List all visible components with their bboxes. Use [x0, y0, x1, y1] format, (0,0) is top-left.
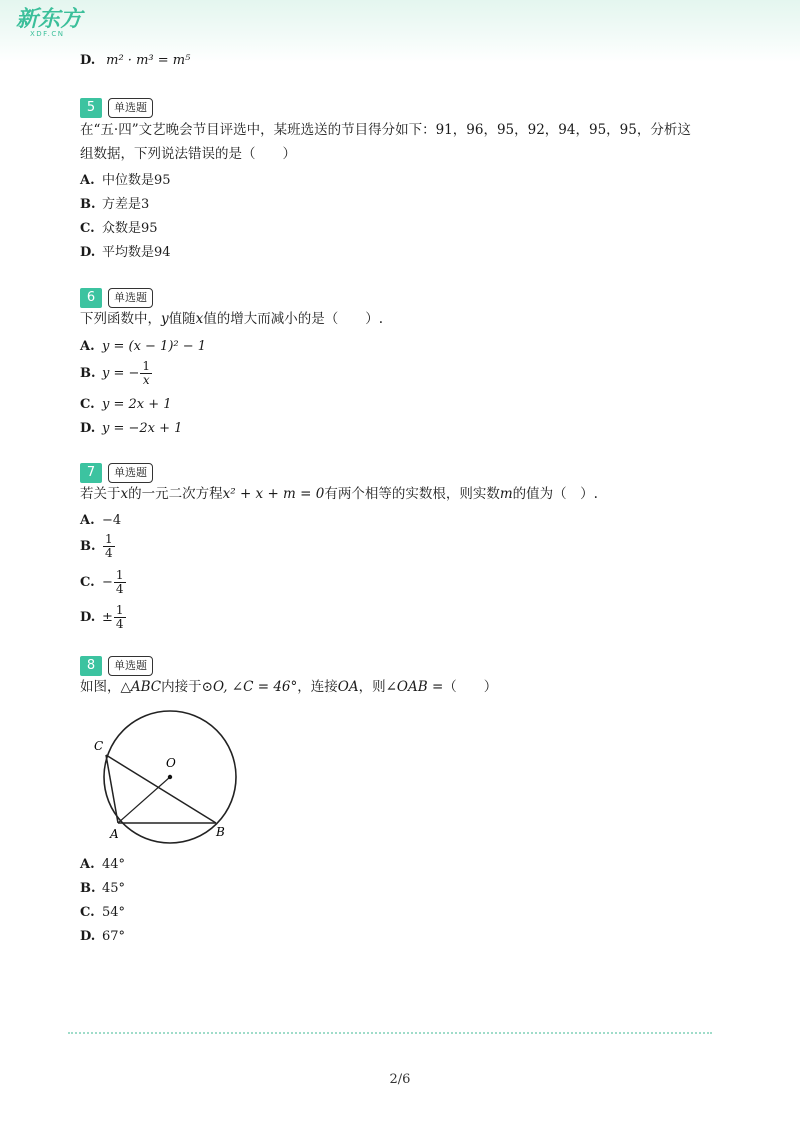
circle-figure	[88, 700, 248, 845]
stem-text: 的一元二次方程	[128, 486, 223, 502]
q6-option-b[interactable]	[80, 360, 153, 387]
stem-text: （ ）	[443, 679, 498, 695]
question-7-stem	[80, 482, 710, 506]
option-prefix: y = −	[102, 366, 140, 381]
option-prefix: −	[102, 575, 113, 590]
question-type-badge: 单选题	[108, 98, 153, 118]
option-label: C.	[80, 575, 95, 590]
stem-text: 内接于	[161, 679, 202, 695]
question-5-stem	[80, 118, 710, 166]
stem-math: △ABC	[120, 679, 162, 695]
option-text: 54°	[102, 905, 126, 920]
option-label: D.	[80, 245, 96, 260]
q6-option-d[interactable]	[80, 420, 182, 438]
stem-text: 若关于	[80, 486, 121, 502]
option-text: 平均数是94	[102, 245, 171, 260]
option-prefix: ±	[102, 610, 113, 625]
option-label: D.	[80, 610, 96, 625]
stem-math: ⊙O, ∠C = 46°	[201, 679, 298, 695]
page-number: 2/6	[389, 1072, 411, 1087]
option-label: B.	[80, 366, 96, 381]
option-label: A.	[80, 173, 95, 188]
option-text: y = 2x + 1	[102, 397, 172, 412]
stem-var: y	[161, 311, 169, 327]
q8-option-d[interactable]	[80, 928, 125, 946]
label-b: B	[216, 825, 225, 839]
stem-text: 有两个相等的实数根，则实数	[324, 486, 500, 502]
stem-line: 组数据，下列说法错误的是（ ）	[80, 146, 296, 162]
label-c: C	[94, 739, 104, 753]
footer-divider	[68, 1032, 712, 1034]
q8-option-c[interactable]	[80, 904, 125, 922]
q5-option-b[interactable]	[80, 196, 149, 214]
question-type-badge: 单选题	[108, 463, 153, 483]
option-label: A.	[80, 339, 95, 354]
option-label: C.	[80, 221, 95, 236]
stem-text: 下列函数中，	[80, 311, 161, 327]
stem-text: ，则	[358, 679, 386, 695]
stem-var: m	[499, 486, 513, 502]
option-label: A.	[80, 857, 95, 872]
q8-option-b[interactable]	[80, 880, 125, 898]
question-8-header	[80, 656, 153, 676]
prev-option-d	[80, 52, 190, 70]
q5-option-d[interactable]	[80, 244, 171, 262]
question-number: 6	[80, 288, 102, 308]
logo	[16, 8, 82, 38]
question-number: 5	[80, 98, 102, 118]
numerator: 1	[115, 568, 124, 582]
center-point	[168, 775, 172, 779]
option-text: m² · m³ = m⁵	[106, 53, 191, 68]
stem-var: x	[120, 486, 129, 502]
stem-text: 如图，	[80, 679, 121, 695]
question-number: 7	[80, 463, 102, 483]
fraction	[114, 604, 126, 631]
q5-option-a[interactable]	[80, 172, 171, 190]
question-7-header	[80, 463, 153, 483]
segment-cb	[106, 755, 216, 823]
logo-subtext: XDF.CN	[30, 30, 65, 38]
question-number: 8	[80, 656, 102, 676]
stem-text: ，连接	[297, 679, 338, 695]
option-text: 67°	[102, 929, 126, 944]
option-label: B.	[80, 881, 96, 896]
question-6-header	[80, 288, 153, 308]
option-text: 方差是3	[102, 197, 150, 212]
q7-option-c[interactable]	[80, 569, 127, 596]
option-label: D.	[80, 421, 96, 436]
numerator: 1	[115, 603, 124, 617]
numerator: 1	[142, 359, 151, 373]
fraction	[140, 360, 152, 387]
question-type-badge: 单选题	[108, 656, 153, 676]
label-o: O	[166, 756, 176, 770]
stem-math: OA	[337, 679, 359, 695]
option-label: D.	[80, 53, 96, 68]
segment-oa	[118, 777, 170, 823]
stem-text: 值随	[168, 311, 196, 327]
question-6-stem	[80, 307, 710, 331]
option-label: C.	[80, 397, 95, 412]
fraction	[114, 569, 126, 596]
option-label: A.	[80, 513, 95, 528]
q5-option-c[interactable]	[80, 220, 158, 238]
denominator: x	[142, 373, 150, 387]
option-text: 44°	[102, 857, 126, 872]
option-label: B.	[80, 539, 96, 554]
q7-option-a[interactable]	[80, 512, 121, 530]
question-type-badge: 单选题	[108, 288, 153, 308]
option-text: y = (x − 1)² − 1	[102, 339, 207, 354]
option-text: 众数是95	[102, 221, 158, 236]
stem-math: ∠OAB =	[385, 679, 444, 695]
option-label: D.	[80, 929, 96, 944]
logo-text: 新东方	[16, 7, 83, 32]
q8-option-a[interactable]	[80, 856, 125, 874]
option-text: 45°	[102, 881, 126, 896]
fraction	[103, 533, 115, 560]
stem-equation: x² + x + m = 0	[222, 486, 325, 502]
option-label: C.	[80, 905, 95, 920]
q7-option-b[interactable]	[80, 533, 116, 560]
stem-var: x	[195, 311, 204, 327]
option-label: B.	[80, 197, 96, 212]
label-a: A	[110, 827, 119, 841]
option-text: 中位数是95	[102, 173, 171, 188]
q6-option-c[interactable]	[80, 396, 172, 414]
denominator: 4	[115, 582, 124, 596]
stem-text: 的值为（ ）.	[512, 486, 598, 502]
question-8-stem	[80, 675, 710, 699]
option-text: −4	[102, 513, 122, 528]
option-text: y = −2x + 1	[102, 421, 183, 436]
q7-option-d[interactable]	[80, 604, 127, 631]
segment-ca	[106, 755, 118, 823]
denominator: 4	[105, 546, 113, 560]
stem-text: 值的增大而减小的是（ ）.	[203, 311, 384, 327]
stem-line: 在“五·四”文艺晚会节目评选中，某班选送的节目得分如下：91，96，95，92，94，95，95，分析这	[80, 122, 691, 138]
numerator: 1	[105, 532, 113, 546]
denominator: 4	[115, 617, 124, 631]
question-5-header	[80, 98, 153, 118]
q6-option-a[interactable]	[80, 338, 206, 356]
